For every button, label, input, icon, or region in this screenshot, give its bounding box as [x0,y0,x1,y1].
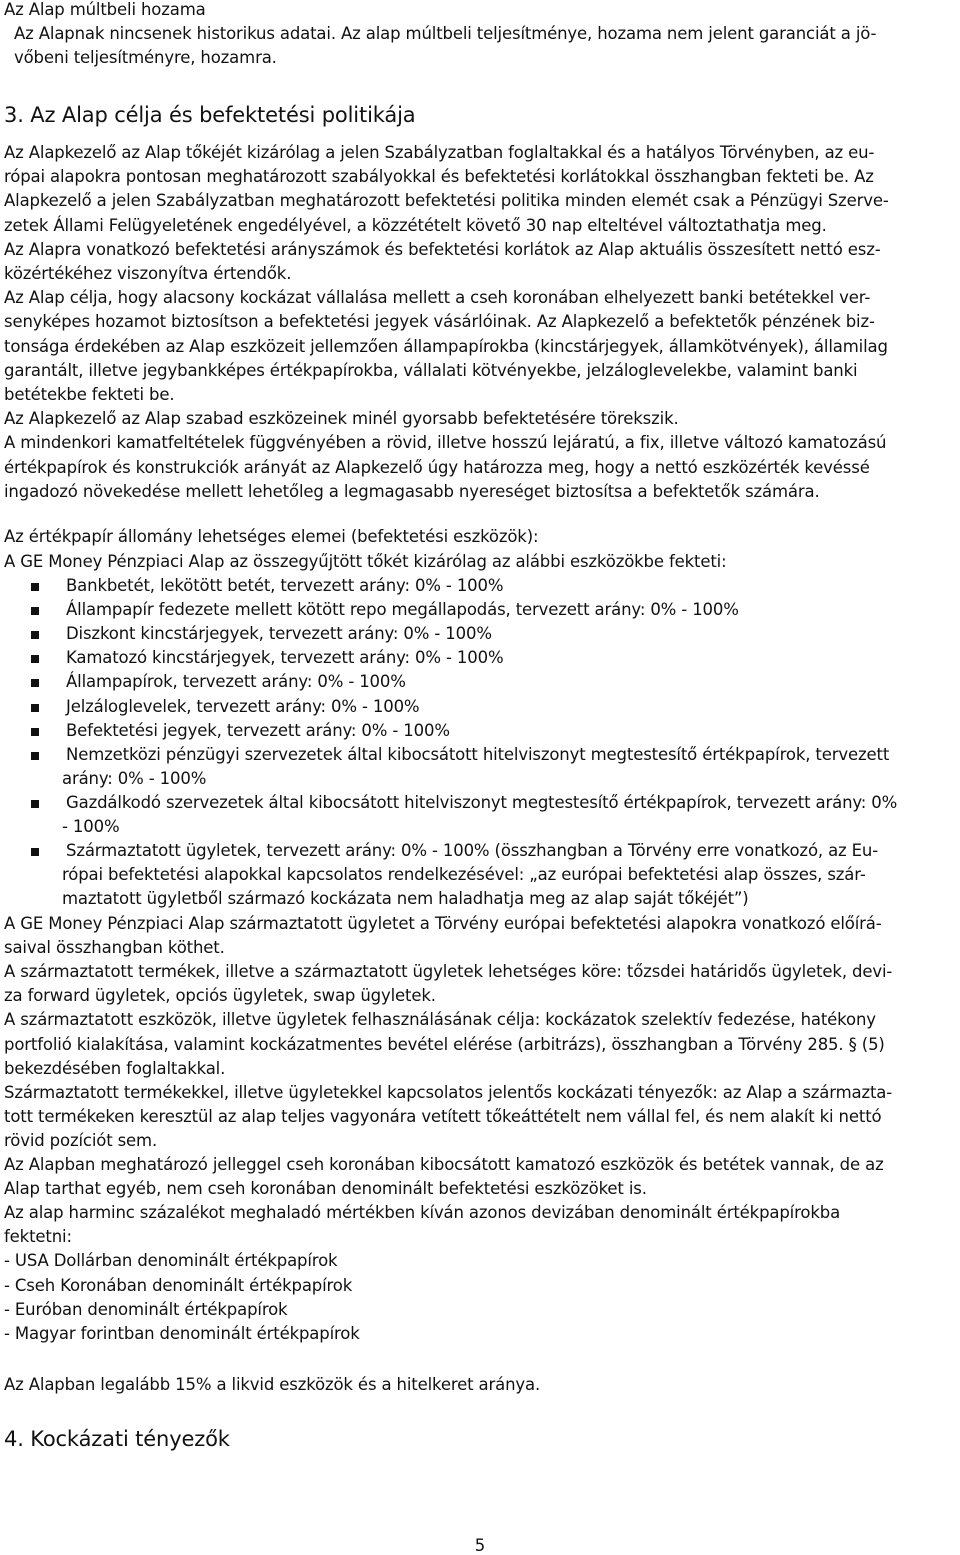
paragraph-line: Alap tarthat egyéb, nem cseh koronában denominált befektetési eszközöket is. [4,1179,647,1199]
bullet-item-line: rópai befektetési alapokkal kapcsolatos rendelkezésével: „az európai befektetési alap összes, szár- [62,865,866,885]
paragraph-line: - Magyar forintban denominált értékpapírok [4,1323,360,1343]
paragraph-line: garantált, illetve jegybankképes értékpapírokba, vállalati kötvényekbe, jelzáloglevelekbe, valamint banki [4,360,858,380]
paragraph-line: vőbeni teljesítményre, hozamra. [14,48,277,67]
paragraph-line: fektetni: [4,1227,72,1247]
bullet-marker [31,752,39,760]
paragraph-line: Az alap harminc százalékot meghaladó mértékben kíván azonos devizában denominált értékpapírokba [4,1203,841,1223]
bullet-marker [31,704,39,712]
bullet-item-line: Gazdálkodó szervezetek által kibocsátott hitelviszonyt megtestesítő értékpapírok, tervezett arány: 0% [66,792,898,812]
bullet-item-line: Kamatozó kincstárjegyek, tervezett arány: 0% - 100% [66,648,504,668]
assets-intro: Az értékpapír állomány lehetséges elemei (befektetési eszközök): [4,527,539,546]
paragraph-line: betétekbe fekteti be. [4,385,175,404]
bullet-item-line: Származtatott ügyletek, tervezett arány: 0% - 100% (összhangban a Törvény erre vonatkozó, az Eu- [66,841,879,861]
paragraph-line: A származtatott termékek, illetve a származtatott ügyletek lehetséges köre: tőzsdei határidős ügyletek, devi- [4,962,893,982]
bullet-item-line: Állampapírok, tervezett arány: 0% - 100% [66,672,406,692]
paragraph-line: rópai alapokra pontosan meghatározott szabályokkal és befektetési korlátokkal összhangban fekteti be. Az [4,167,874,187]
paragraph-line: értékpapírok és konstrukciók arányát az Alapkezelő úgy határozza meg, hogy a nettó eszközérték kevéssé [4,457,870,477]
paragraph-line: Alapkezelő a jelen Szabályzatban meghatározott befektetési politika minden elemét csak a Pénzügyi Szerve- [4,191,889,211]
bullet-item-line: Jelzáloglevelek, tervezett arány: 0% - 100% [66,696,420,716]
paragraph-line: bekezdésében foglaltakkal. [4,1058,226,1078]
paragraph-line: tott termékeken keresztül az alap teljes vagyonára vetített tőkeáttételt nem vállal fel, és nem alakít ki nettó [4,1106,882,1126]
bullet-marker [31,655,39,663]
bullet-marker [31,583,39,591]
paragraph-line: tonsága érdekében az Alap eszközeit jellemzően állampapírokba (kincstárjegyek, államkötvények), államilag [4,336,888,356]
paragraph-line: zetek Állami Felügyeletének engedélyével, a közzétételt követő 30 nap elteltével változtathatja meg. [4,215,827,235]
paragraph-line: A mindenkori kamatfeltételek függvényében a rövid, illetve hosszú lejáratú, a fix, illetve változó kamatozású [4,433,887,453]
bullet-marker [31,800,39,808]
bullet-item-line: Bankbetét, lekötött betét, tervezett arány: 0% - 100% [66,576,504,595]
section-title-past-yield: Az Alap múltbeli hozama [4,0,206,19]
bullet-item-line: arány: 0% - 100% [62,768,207,788]
paragraph-line: Az Alapkezelő az Alap szabad eszközeinek minél gyorsabb befektetésére törekszik. [4,409,679,429]
paragraph-line: Az Alapban meghatározó jelleggel cseh koronában kibocsátott kamatozó eszközök és betétek vannak, de az [4,1155,884,1174]
paragraph-line: Az Alap célja, hogy alacsony kockázat vállalása mellett a cseh koronában elhelyezett banki betétekkel ver- [4,288,871,308]
bullet-item-line: Diszkont kincstárjegyek, tervezett arány: 0% - 100% [66,624,492,644]
paragraph-line: Származtatott termékekkel, illetve ügyletekkel kapcsolatos jelentős kockázati tényezők: az Alap a származta- [4,1082,893,1102]
bullet-marker [31,679,39,687]
liquidity-line: Az Alapban legalább 15% a likvid eszközök és a hitelkeret aránya. [4,1375,541,1394]
bullet-item-line: Befektetési jegyek, tervezett arány: 0% - 100% [66,720,450,740]
paragraph-line: Az Alapnak nincsenek historikus adatai. Az alap múltbeli teljesítménye, hozama nem jelent garanciát a jö- [14,24,877,43]
paragraph-line: ingadozó növekedése mellett lehetőleg a legmagasabb nyereséget biztosítsa a befektetők számára. [4,481,820,501]
assets-lead: A GE Money Pénzpiaci Alap az összegyűjtött tőkét kizárólag az alábbi eszközökbe fekteti: [4,552,727,571]
paragraph-line: - USA Dollárban denominált értékpapírok [4,1251,338,1271]
paragraph-line: portfolió kialakítása, valamint kockázatmentes bevétel elérése (arbitrázs), összhangban a Törvény 285. § (5) [4,1034,885,1054]
paragraph-line: senyképes hozamot biztosítson a befektetési jegyek vásárlóinak. Az Alapkezelő a befektetők pénzének biz- [4,312,875,332]
bullet-item-line: - 100% [62,817,120,836]
bullet-marker [31,728,39,736]
paragraph-line: A GE Money Pénzpiaci Alap származtatott ügyletet a Törvény európai befektetési alapokra vonatkozó előírá- [4,914,882,933]
bullet-item-line: Nemzetközi pénzügyi szervezetek által kibocsátott hitelviszonyt megtestesítő értékpapírok, tervezett [66,744,890,764]
section-heading-4: 4. Kockázati tényezők [4,1427,230,1451]
bullet-marker [31,607,39,615]
bullet-item-line: Állampapír fedezete mellett kötött repo megállapodás, tervezett arány: 0% - 100% [66,600,739,620]
bullet-marker [31,848,39,856]
paragraph-line: rövid pozíciót sem. [4,1130,158,1150]
paragraph-line: Az Alapkezelő az Alap tőkéjét kizárólag a jelen Szabályzatban foglaltakkal és a hatályos Törvényben, az eu- [4,143,875,162]
paragraph-line: za forward ügyletek, opciós ügyletek, swap ügyletek. [4,986,436,1006]
paragraph-line: - Euróban denominált értékpapírok [4,1299,288,1319]
page-number: 5 [474,1536,486,1555]
paragraph-line: saival összhangban köthet. [4,938,225,958]
paragraph-line: közértékéhez viszonyítva értendők. [4,264,292,283]
section-heading-3: 3. Az Alap célja és befektetési politikája [4,103,416,127]
bullet-item-line: maztatott ügyletből származó kockázata nem haladhatja meg az alap saját tőkéjét”) [62,889,749,909]
bullet-marker [31,631,39,639]
paragraph-line: A származtatott eszközök, illetve ügyletek felhasználásának célja: kockázatok szelektív fedezése, hatékony [4,1010,876,1030]
paragraph-line: - Cseh Koronában denominált értékpapírok [4,1275,353,1295]
paragraph-line: Az Alapra vonatkozó befektetési arányszámok és befektetési korlátok az Alap aktuális összesített nettó esz- [4,239,881,259]
